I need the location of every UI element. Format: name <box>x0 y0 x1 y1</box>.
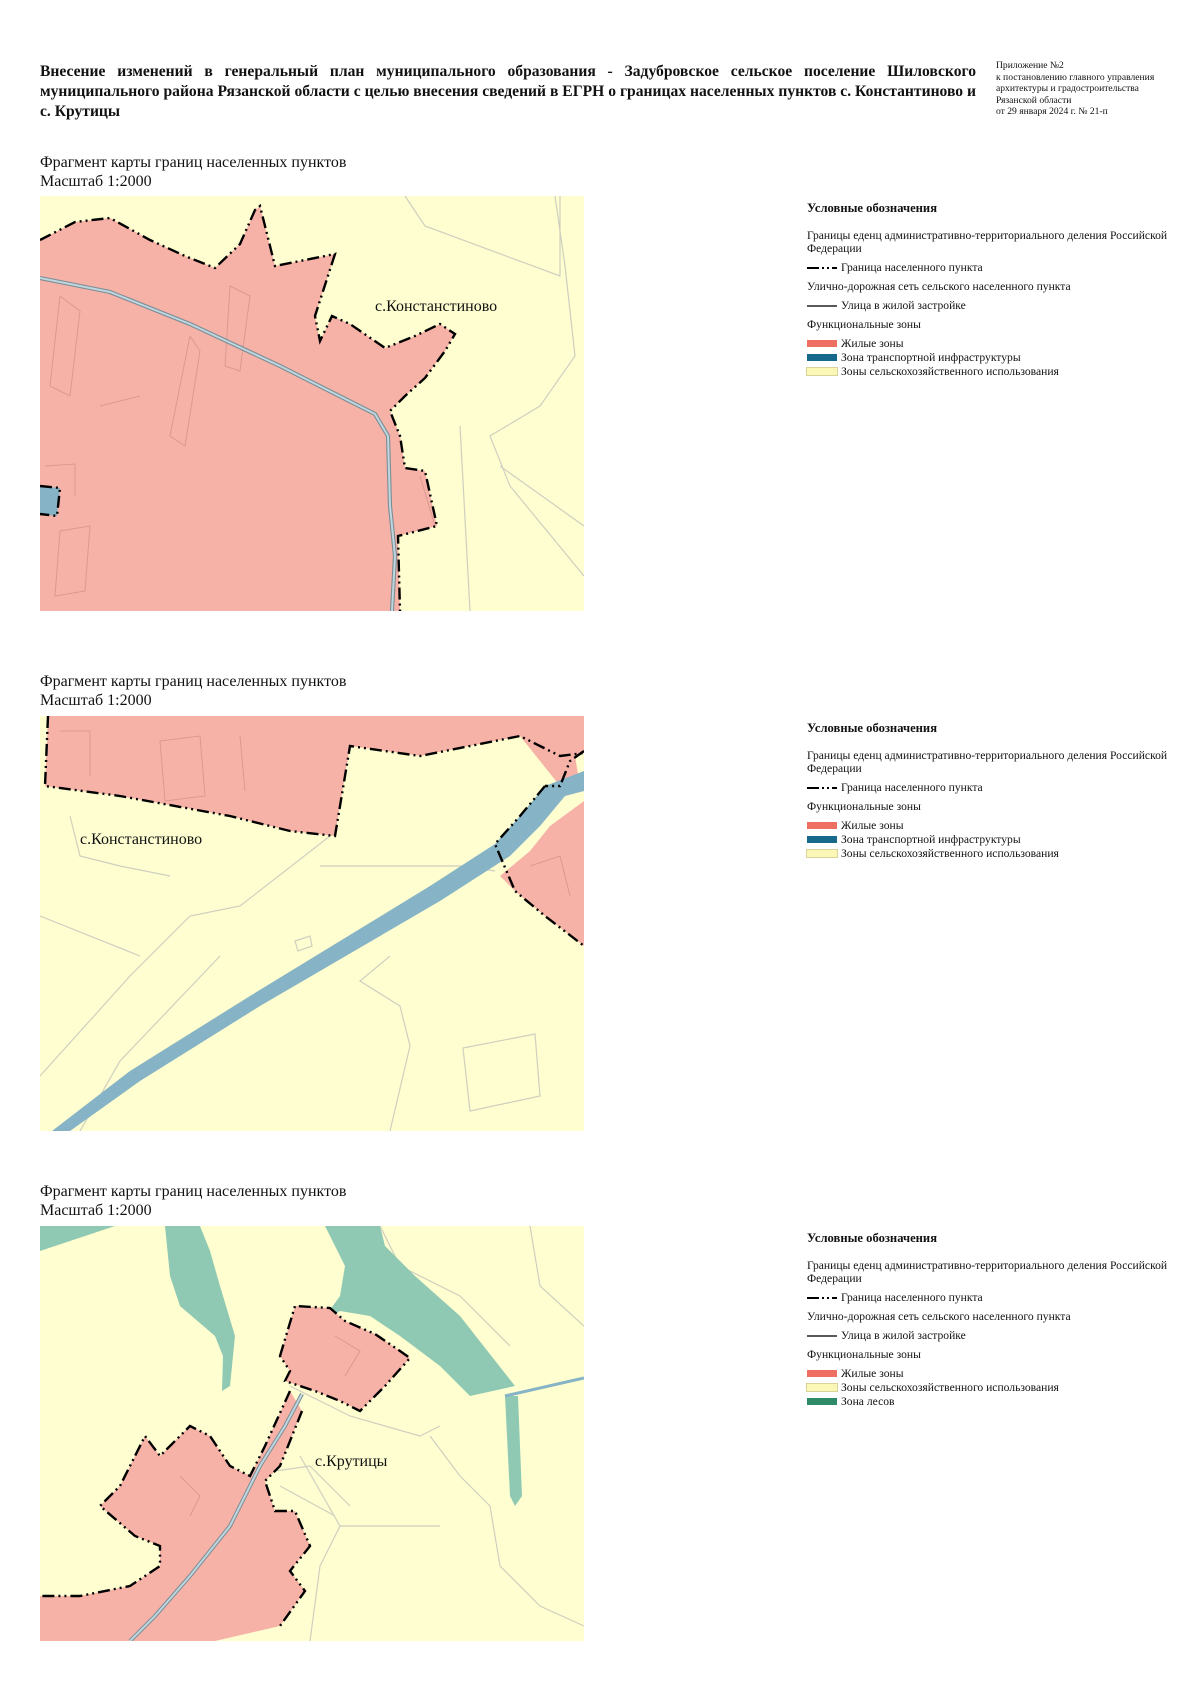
map-1[interactable] <box>40 196 584 611</box>
map-3-canvas <box>40 1226 584 1641</box>
legend-item-street: Улица в жилой застройке <box>807 1329 1187 1342</box>
legend-item-street: Улица в жилой застройке <box>807 299 1187 312</box>
legend-item-agricultural: Зоны сельскохозяйственного использования <box>807 1381 1187 1394</box>
transport-swatch-icon <box>807 353 837 363</box>
annex-line: от 29 января 2024 г. № 21-п <box>996 106 1108 118</box>
legend-title: Условные обозначения <box>807 721 938 735</box>
annex-line: Приложение №2 <box>996 60 1064 71</box>
map-1-canvas <box>40 196 584 611</box>
agricultural-swatch-icon <box>807 367 837 377</box>
legend-item-boundary: Граница населенного пункта <box>807 1291 1187 1304</box>
agricultural-swatch-icon <box>807 1383 837 1393</box>
map-3-place-label: с.Крутицы <box>315 1453 388 1470</box>
map-3-caption-scale: Масштаб 1:2000 <box>40 1202 152 1219</box>
legend-title: Условные обозначения <box>807 1231 938 1245</box>
legend-group-zones: Функциональные зоны <box>807 318 921 331</box>
legend-group-roads: Улично-дорожная сеть сельского населенного пункта <box>807 280 1071 293</box>
map-3-caption <box>40 1182 346 1220</box>
residential-swatch-icon <box>807 1369 837 1379</box>
agricultural-zone <box>40 1226 584 1641</box>
map-1-legend <box>807 202 1187 379</box>
forest-swatch-icon <box>807 1397 837 1407</box>
map-2[interactable] <box>40 716 584 1131</box>
map-3[interactable] <box>40 1226 584 1641</box>
map-2-place-label: с.Констанстиново <box>80 831 203 848</box>
transport-swatch-icon <box>807 835 837 845</box>
legend-item-boundary: Граница населенного пункта <box>807 261 1187 274</box>
boundary-line-icon <box>807 1293 837 1303</box>
legend-item-residential: Жилые зоны <box>807 337 1187 350</box>
street-line-icon <box>807 1331 837 1341</box>
residential-swatch-icon <box>807 339 837 349</box>
residential-swatch-icon <box>807 821 837 831</box>
legend-item-agricultural: Зоны сельскохозяйственного использования <box>807 365 1187 378</box>
annex-note <box>996 60 1196 118</box>
map-2-caption-scale: Масштаб 1:2000 <box>40 692 152 709</box>
map-1-caption <box>40 153 346 191</box>
map-1-place-label: с.Констанстиново <box>375 298 498 315</box>
legend-item-forest: Зона лесов <box>807 1395 1187 1408</box>
map-1-caption-title: Фрагмент карты границ населенных пунктов <box>40 154 347 171</box>
transport-zone <box>40 486 60 516</box>
map-3-caption-title: Фрагмент карты границ населенных пунктов <box>40 1183 347 1200</box>
legend-item-agricultural: Зоны сельскохозяйственного использования <box>807 847 1187 860</box>
boundary-line-icon <box>807 783 837 793</box>
legend-group-admin: Границы еденц административно-территориального деления Российской Федерации <box>807 749 1168 775</box>
boundary-line-icon <box>807 263 837 273</box>
legend-item-residential: Жилые зоны <box>807 1367 1187 1380</box>
annex-line: к постановлению главного управления <box>996 71 1155 83</box>
legend-group-zones: Функциональные зоны <box>807 1348 921 1361</box>
map-2-legend <box>807 722 1187 861</box>
legend-item-residential: Жилые зоны <box>807 819 1187 832</box>
legend-item-boundary: Граница населенного пункта <box>807 781 1187 794</box>
map-2-caption <box>40 672 346 710</box>
legend-group-admin: Границы еденц административно-территориального деления Российской Федерации <box>807 229 1168 255</box>
annex-line: архитектуры и градостроительства <box>996 83 1139 95</box>
legend-item-transport: Зона транспортной инфраструктуры <box>807 833 1187 846</box>
map-2-caption-title: Фрагмент карты границ населенных пунктов <box>40 673 347 690</box>
agricultural-swatch-icon <box>807 849 837 859</box>
legend-item-transport: Зона транспортной инфраструктуры <box>807 351 1187 364</box>
map-2-canvas <box>40 716 584 1131</box>
legend-group-roads: Улично-дорожная сеть сельского населенного пункта <box>807 1310 1071 1323</box>
map-1-caption-scale: Масштаб 1:2000 <box>40 173 152 190</box>
map-3-legend <box>807 1232 1187 1409</box>
street-line-icon <box>807 301 837 311</box>
legend-group-admin: Границы еденц административно-территориального деления Российской Федерации <box>807 1259 1168 1285</box>
annex-line: Рязанской области <box>996 94 1072 106</box>
document-title: Внесение изменений в генеральный план муниципального образования - Задубровское сельское поселение Шиловского муниципального района Рязанской области с целью внесения сведений в ЕГРН о границах населенных пунктов с. Константиново и с. Крутицы <box>40 63 976 120</box>
legend-group-zones: Функциональные зоны <box>807 800 921 813</box>
legend-title: Условные обозначения <box>807 201 938 215</box>
